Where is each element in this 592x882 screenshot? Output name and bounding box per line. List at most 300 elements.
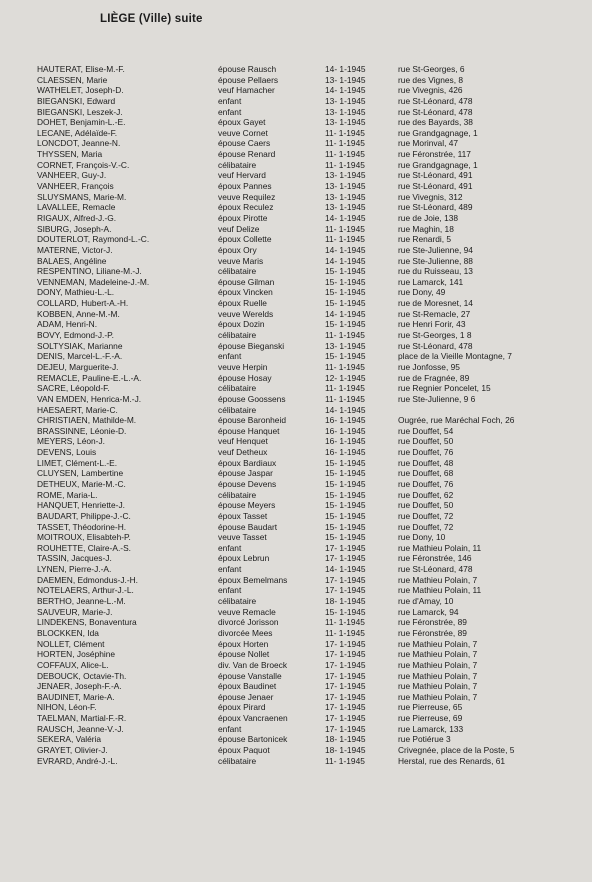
date-of-death: 11- 1-1945 [325, 361, 365, 372]
surname: BERTHO, [37, 596, 75, 607]
register-entry [0, 724, 592, 735]
register-entry [0, 596, 592, 607]
surname: BAUDART, [37, 510, 79, 521]
given-names: Mathilde-M. [92, 415, 137, 426]
register-entry [0, 490, 592, 501]
date-of-death: 16- 1-1945 [325, 447, 366, 458]
given-names: Claire-A.-S. [87, 542, 131, 553]
given-names: Louis [76, 447, 97, 458]
given-names: Henriette-J. [81, 500, 125, 511]
person-name [37, 511, 215, 522]
register-entry [0, 309, 592, 320]
person-name [37, 330, 215, 341]
person-name [37, 415, 215, 426]
register-entry [0, 447, 592, 458]
register-entry [0, 575, 592, 586]
given-names: André-J.-L. [76, 755, 118, 766]
relation: veuf Detheux [218, 447, 268, 458]
address: rue St-Georges, 1 8 [398, 330, 472, 341]
given-names: Clément [73, 638, 105, 649]
date-of-death: 14- 1-1945 [325, 212, 366, 223]
address: rue Douffet, 76 [398, 447, 454, 458]
register-entry [0, 479, 592, 490]
address: rue Lamarck, 141 [398, 276, 464, 287]
date-of-death: 11- 1-1945 [325, 755, 365, 766]
surname: TASSET, [37, 521, 71, 532]
person-name [37, 756, 215, 767]
surname: SEKERA, [37, 734, 74, 745]
register-entry [0, 170, 592, 181]
surname: DEVENS, [37, 447, 74, 458]
date-of-death: 17- 1-1945 [325, 638, 366, 649]
address: rue Mathieu Polain, 7 [398, 574, 478, 585]
register-entry [0, 266, 592, 277]
person-name [37, 224, 215, 235]
given-names: Elise-M.-F. [85, 64, 125, 74]
person-name [37, 436, 215, 447]
register-entry [0, 96, 592, 107]
person-name [37, 500, 215, 511]
address: rue St-Léonard, 491 [398, 170, 473, 181]
date-of-death: 17- 1-1945 [325, 702, 366, 713]
person-name [37, 287, 215, 298]
register-entry [0, 585, 592, 596]
date-of-death: 15- 1-1945 [325, 510, 366, 521]
address: rue Ste-Julienne, 88 [398, 255, 473, 266]
surname: SLUYSMANS, [37, 191, 91, 202]
given-names: Léopold-F. [70, 383, 110, 394]
address: rue Pierreuse, 69 [398, 713, 463, 724]
register-entry [0, 128, 592, 139]
date-of-death: 11- 1-1945 [325, 393, 365, 404]
relation: épouse Caers [218, 138, 271, 149]
address: rue Dony, 49 [398, 287, 446, 298]
person-name [37, 202, 215, 213]
given-names: Arthur-J.-L. [91, 585, 134, 596]
relation: épouse Nollet [218, 649, 270, 660]
address: rue Vivegnis, 426 [398, 85, 463, 96]
address: rue Pierreuse, 65 [398, 702, 463, 713]
surname: DEJEU, [37, 361, 67, 372]
address: rue St-Georges, 6 [398, 64, 465, 74]
person-name [37, 745, 215, 756]
address: rue Douffet, 50 [398, 500, 454, 511]
surname: LONCDOT, [37, 138, 80, 149]
relation: épouse Hanquet [218, 425, 280, 436]
address: rue St-Remacle, 27 [398, 308, 471, 319]
date-of-death: 15- 1-1945 [325, 298, 366, 309]
surname: DEBOUCK, [37, 670, 81, 681]
relation: épouse Bartonicek [218, 734, 288, 745]
address: rue de Moresnet, 14 [398, 298, 473, 309]
date-of-death: 15- 1-1945 [325, 457, 366, 468]
register-entry [0, 500, 592, 511]
surname: ROUHETTE, [37, 542, 86, 553]
date-of-death: 11- 1-1945 [325, 127, 365, 138]
surname: SIBURG, [37, 223, 72, 234]
given-names: Joseph-A. [73, 223, 112, 234]
register-entry [0, 149, 592, 160]
date-of-death: 11- 1-1945 [325, 234, 365, 245]
address: rue Henri Forir, 43 [398, 319, 466, 330]
surname: BOVY, [37, 330, 62, 341]
address: rue Potiérue 3 [398, 734, 451, 745]
given-names: Clément-L.-E. [65, 457, 118, 468]
person-name [37, 681, 215, 692]
relation: célibataire [218, 159, 257, 170]
relation: époux Tasset [218, 510, 268, 521]
given-names: Raymond-L.-C. [92, 234, 150, 245]
given-names: Edmondus-J.-H. [77, 574, 139, 585]
person-name [37, 532, 215, 543]
person-name [37, 85, 215, 96]
relation: époux Ory [218, 244, 257, 255]
surname: HORTEN, [37, 649, 75, 660]
relation: épouse Devens [218, 478, 277, 489]
surname: COLLARD, [37, 298, 79, 309]
date-of-death: 14- 1-1945 [325, 64, 366, 74]
given-names: Bonaventura [89, 617, 137, 628]
register-entry [0, 287, 592, 298]
given-names: Marie [86, 74, 108, 85]
surname: VENNEMAN, [37, 276, 87, 287]
relation: célibataire [218, 266, 257, 277]
given-names: Henri-N. [65, 319, 98, 330]
person-name [37, 256, 215, 267]
date-of-death: 15- 1-1945 [325, 521, 366, 532]
surname: DAEMEN, [37, 574, 76, 585]
date-of-death: 18- 1-1945 [325, 596, 366, 607]
surname: MOITROUX, [37, 532, 85, 543]
address: rue Douffet, 72 [398, 521, 454, 532]
address: rue Douffet, 48 [398, 457, 454, 468]
address: rue Ste-Julienne, 94 [398, 244, 473, 255]
relation: veuve Remacle [218, 606, 276, 617]
relation: époux Horten [218, 638, 269, 649]
person-name [37, 564, 215, 575]
date-of-death: 11- 1-1945 [325, 383, 365, 394]
person-name [37, 426, 215, 437]
address: rue des Bayards, 38 [398, 117, 473, 128]
address: rue St-Léonard, 491 [398, 181, 473, 192]
given-names: Angéline [73, 255, 107, 266]
surname: NIHON, [37, 702, 67, 713]
address: place de la Vieille Montagne, 7 [398, 351, 512, 362]
surname: HANQUET, [37, 500, 80, 511]
date-of-death: 11- 1-1945 [325, 149, 365, 160]
date-of-death: 15- 1-1945 [325, 351, 366, 362]
relation: épouse Bieganski [218, 340, 285, 351]
person-name [37, 575, 215, 586]
surname: THYSSEN, [37, 149, 79, 160]
surname: LECANE, [37, 127, 73, 138]
date-of-death: 12- 1-1945 [325, 372, 366, 383]
relation: épouse Goossens [218, 393, 286, 404]
relation: épouse Renard [218, 149, 276, 160]
person-name [37, 181, 215, 192]
register-entry [0, 202, 592, 213]
given-names: Marguerite-J. [69, 361, 119, 372]
date-of-death: 17- 1-1945 [325, 713, 366, 724]
person-name [37, 213, 215, 224]
register-entry [0, 617, 592, 628]
relation: époux Dozin [218, 319, 265, 330]
date-of-death: 14- 1-1945 [325, 85, 366, 96]
register-entry [0, 330, 592, 341]
surname: LIMET, [37, 457, 64, 468]
relation: veuve Requilez [218, 191, 276, 202]
date-of-death: 17- 1-1945 [325, 649, 366, 660]
relation: veuve Herpin [218, 361, 268, 372]
given-names: Liliane-M.-J. [96, 266, 142, 277]
person-name [37, 405, 215, 416]
date-of-death: 13- 1-1945 [325, 106, 366, 117]
relation: enfant [218, 106, 242, 117]
surname: MEYERS, [37, 436, 75, 447]
person-name [37, 138, 215, 149]
address: rue Lamarck, 133 [398, 723, 464, 734]
surname: EVRARD, [37, 755, 75, 766]
address: rue Mathieu Polain, 7 [398, 691, 478, 702]
date-of-death: 11- 1-1945 [325, 159, 365, 170]
address: rue Mathieu Polain, 11 [398, 542, 482, 553]
given-names: Maria-L. [66, 489, 98, 500]
person-name [37, 160, 215, 171]
person-name [37, 234, 215, 245]
surname: RIGAUX, [37, 212, 72, 223]
given-names: Guy-J. [81, 170, 107, 181]
address: rue du Ruisseau, 13 [398, 266, 473, 277]
surname: BIEGANSKI, [37, 95, 85, 106]
relation: épouse Hosay [218, 372, 272, 383]
register-entry [0, 75, 592, 86]
date-of-death: 13- 1-1945 [325, 181, 366, 192]
given-names: Léon-F. [68, 702, 97, 713]
relation: célibataire [218, 330, 257, 341]
relation: enfant [218, 351, 242, 362]
given-names: Joseph-D. [85, 85, 124, 96]
date-of-death: 15- 1-1945 [325, 287, 366, 298]
given-names: François [81, 181, 114, 192]
given-names: Ida [87, 627, 99, 638]
address: rue des Vignes, 8 [398, 74, 464, 85]
given-names: Henrica-M.-J. [90, 393, 142, 404]
surname: LYNEN, [37, 564, 67, 575]
given-names: Valéria [75, 734, 102, 745]
register-entry [0, 405, 592, 416]
date-of-death: 13- 1-1945 [325, 202, 366, 213]
relation: époux Pirard [218, 702, 266, 713]
surname: SAUVEUR, [37, 606, 80, 617]
register-entry [0, 553, 592, 564]
relation: enfant [218, 585, 242, 596]
person-name [37, 649, 215, 660]
relation: époux Vancraenen [218, 713, 288, 724]
date-of-death: 11- 1-1945 [325, 138, 365, 149]
register-entry [0, 458, 592, 469]
register-entry [0, 543, 592, 554]
date-of-death: 13- 1-1945 [325, 191, 366, 202]
address: rue Féronstrée, 89 [398, 627, 467, 638]
date-of-death: 17- 1-1945 [325, 681, 366, 692]
given-names: Madeleine-J.-M. [89, 276, 150, 287]
person-name [37, 128, 215, 139]
person-name [37, 341, 215, 352]
surname: DONY, [37, 287, 63, 298]
relation: épouse Vanstalle [218, 670, 282, 681]
register-entry [0, 660, 592, 671]
relation: époux Ruelle [218, 298, 267, 309]
date-of-death: 15- 1-1945 [325, 266, 366, 277]
person-name [37, 628, 215, 639]
surname: DENIS, [37, 351, 65, 362]
given-names: Olivier-J. [74, 745, 108, 755]
given-names: Benjamin-L.-E. [70, 117, 126, 128]
address: rue Mathieu Polain, 7 [398, 681, 478, 692]
given-names: Marie-A. [83, 691, 115, 702]
date-of-death: 14- 1-1945 [325, 255, 366, 266]
address: rue Maghin, 18 [398, 223, 454, 234]
register-entry [0, 649, 592, 660]
person-name [37, 170, 215, 181]
register-entry [0, 702, 592, 713]
person-name [37, 319, 215, 330]
register-entry [0, 628, 592, 639]
person-name [37, 383, 215, 394]
register-entry [0, 745, 592, 756]
given-names: Jeanne-N. [81, 138, 121, 149]
date-of-death: 15- 1-1945 [325, 500, 366, 511]
address: rue Grandgagnage, 1 [398, 127, 478, 138]
register-entry [0, 277, 592, 288]
given-names: Jeanne-V.-J. [77, 723, 124, 734]
date-of-death: 17- 1-1945 [325, 585, 366, 596]
surname: ROME, [37, 489, 65, 500]
surname: DETHEUX, [37, 478, 80, 489]
relation: époux Bardiaux [218, 457, 277, 468]
register-entry [0, 373, 592, 384]
given-names: Mathieu-L.-L. [64, 287, 115, 298]
register-entry [0, 426, 592, 437]
register-entry [0, 298, 592, 309]
given-names: Marie-C. [85, 404, 118, 415]
given-names: Joseph-F.-A. [74, 681, 122, 692]
date-of-death: 16- 1-1945 [325, 415, 366, 426]
given-names: Philippe-J.-C. [80, 510, 131, 521]
surname: WATHELET, [37, 85, 84, 96]
surname: NOLLET, [37, 638, 71, 649]
given-names: Remacle [82, 202, 116, 213]
address: rue Jonfosse, 95 [398, 361, 460, 372]
surname: VANHEER, [37, 181, 80, 192]
address: rue Mathieu Polain, 7 [398, 638, 478, 649]
person-name [37, 64, 215, 75]
relation: époux Bemelmans [218, 574, 288, 585]
surname: MATERNE, [37, 244, 80, 255]
date-of-death: 13- 1-1945 [325, 117, 366, 128]
address: rue Renardi, 5 [398, 234, 452, 245]
register-entry [0, 213, 592, 224]
register-entry [0, 160, 592, 171]
person-name [37, 468, 215, 479]
relation: veuve Maris [218, 255, 264, 266]
date-of-death: 13- 1-1945 [325, 170, 366, 181]
register-entry [0, 511, 592, 522]
date-of-death: 16- 1-1945 [325, 425, 366, 436]
register-entry [0, 383, 592, 394]
register-entry [0, 756, 592, 767]
relation: époux Baudinet [218, 681, 277, 692]
surname: BRASSINNE, [37, 425, 88, 436]
relation: épouse Rausch [218, 64, 277, 74]
register-entry [0, 436, 592, 447]
given-names: Octavie-Th. [83, 670, 127, 681]
given-names: Anne-M.-M. [76, 308, 120, 319]
relation: épouse Jenaer [218, 691, 274, 702]
address: rue Lamarck, 94 [398, 606, 459, 617]
register-entry [0, 181, 592, 192]
relation: célibataire [218, 383, 257, 394]
relation: veuve Werelds [218, 308, 274, 319]
address: rue St-Léonard, 478 [398, 340, 473, 351]
register-entry [0, 692, 592, 703]
surname: BLOCKKEN, [37, 627, 85, 638]
person-name [37, 639, 215, 650]
register-entry [0, 681, 592, 692]
surname: SOLTYSIAK, [37, 340, 86, 351]
address: rue Féronstrée, 146 [398, 553, 472, 564]
register-entry [0, 107, 592, 118]
register-entry [0, 64, 592, 75]
relation: époux Pirotte [218, 212, 268, 223]
relation: div. Van de Broeck [218, 659, 288, 670]
relation: célibataire [218, 755, 257, 766]
date-of-death: 13- 1-1945 [325, 340, 366, 351]
surname: LAVALLEE, [37, 202, 80, 213]
register-entry [0, 341, 592, 352]
address: Herstal, rue des Renards, 61 [398, 755, 506, 766]
address: rue Douffet, 62 [398, 489, 454, 500]
person-name [37, 660, 215, 671]
relation: épouse Jaspar [218, 468, 273, 479]
relation: épouse Pellaers [218, 74, 279, 85]
register-entry [0, 256, 592, 267]
date-of-death: 16- 1-1945 [325, 436, 366, 447]
given-names: Adélaïde-F. [74, 127, 118, 138]
relation: veuf Hamacher [218, 85, 275, 96]
address: rue Vivegnis, 312 [398, 191, 463, 202]
person-name [37, 96, 215, 107]
date-of-death: 18- 1-1945 [325, 745, 366, 755]
given-names: Marcel-L.-F.-A. [67, 351, 123, 362]
date-of-death: 15- 1-1945 [325, 478, 366, 489]
person-name [37, 479, 215, 490]
date-of-death: 15- 1-1945 [325, 468, 366, 479]
person-name [37, 149, 215, 160]
person-name [37, 692, 215, 703]
given-names: Edmond-J.-P. [63, 330, 114, 341]
address: rue St-Léonard, 489 [398, 202, 473, 213]
address: rue de Fragnée, 89 [398, 372, 470, 383]
relation: enfant [218, 542, 242, 553]
date-of-death: 18- 1-1945 [325, 734, 366, 745]
surname: COFFAUX, [37, 659, 79, 670]
surname: CHRISTIAEN, [37, 415, 91, 426]
relation: veuve Tasset [218, 532, 267, 543]
relation: époux Collette [218, 234, 272, 245]
address: rue Mathieu Polain, 11 [398, 585, 482, 596]
date-of-death: 11- 1-1945 [325, 627, 365, 638]
